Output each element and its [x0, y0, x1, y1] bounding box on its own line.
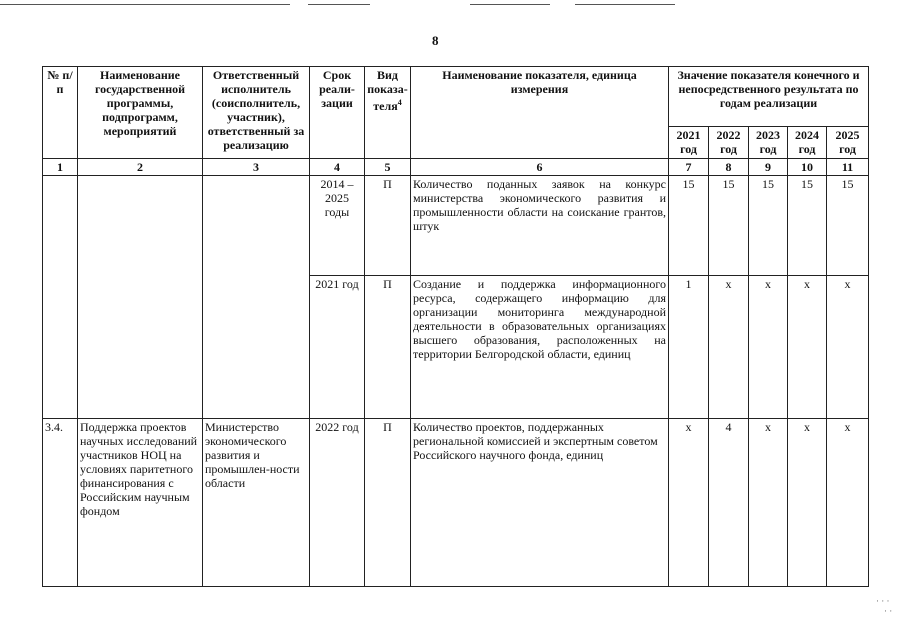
scan-artifact-line	[575, 4, 675, 5]
row-value: 15	[669, 176, 709, 276]
row-value: 15	[788, 176, 827, 276]
row-kind: П	[365, 176, 411, 276]
header-year: 2021 год	[669, 127, 709, 159]
row-indicator: Количество проектов, поддержанных региональной комиссией и экспертным советом Российского научного фонда, единиц	[411, 419, 669, 587]
row-indicator: Количество поданных заявок на конкурс министерства экономического развития и промышленности области на соискание грантов, штук	[411, 176, 669, 276]
header-kind	[365, 67, 411, 159]
row-value: 4	[709, 419, 749, 587]
program-table	[42, 66, 869, 587]
column-number: 6	[411, 159, 669, 176]
scan-speck: · ·	[884, 606, 893, 616]
row-executor	[203, 176, 310, 419]
row-value: х	[749, 419, 788, 587]
header-program-name: Наименование государственной программы, подпрограмм, мероприятий	[78, 67, 203, 159]
row-num: 3.4.	[43, 419, 78, 587]
row-kind: П	[365, 276, 411, 419]
column-number: 9	[749, 159, 788, 176]
row-value: х	[669, 419, 709, 587]
row-value: 15	[709, 176, 749, 276]
header-year: 2023 год	[749, 127, 788, 159]
header-year: 2025 год	[827, 127, 869, 159]
column-number: 5	[365, 159, 411, 176]
column-number: 4	[310, 159, 365, 176]
header-period: Срок реали-зации	[310, 67, 365, 159]
header-values: Значение показателя конечного и непосредственного результата по годам реализации	[669, 67, 869, 127]
row-value: х	[709, 276, 749, 419]
row-value: х	[749, 276, 788, 419]
row-program-name: Поддержка проектов научных исследований участников НОЦ на условиях паритетного финансирования с Российским научным фондом	[78, 419, 203, 587]
row-indicator: Создание и поддержка информационного ресурса, содержащего информацию для организации мониторинга международной деятельности в образовательных организациях высшего образования, расположенных на территории Белгородской области, единиц	[411, 276, 669, 419]
column-number: 3	[203, 159, 310, 176]
row-value: 1	[669, 276, 709, 419]
footnote-mark: 4	[397, 98, 402, 107]
column-number: 7	[669, 159, 709, 176]
scan-speck: · · ·	[876, 596, 890, 606]
scan-artifact-line	[470, 4, 550, 5]
page-number: 8	[432, 33, 439, 48]
table-row	[43, 176, 869, 276]
column-number-row	[43, 159, 869, 176]
header-year: 2022 год	[709, 127, 749, 159]
row-value: х	[788, 419, 827, 587]
row-period: 2022 год	[310, 419, 365, 587]
row-executor: Министерство экономического развития и промышлен-ности области	[203, 419, 310, 587]
header-row	[43, 67, 869, 127]
row-value: 15	[827, 176, 869, 276]
scan-artifact-line	[308, 4, 370, 5]
row-period: 2014 – 2025 годы	[310, 176, 365, 276]
header-indicator: Наименование показателя, единица измерения	[411, 67, 669, 159]
column-number: 10	[788, 159, 827, 176]
row-kind: П	[365, 419, 411, 587]
column-number: 2	[78, 159, 203, 176]
row-period: 2021 год	[310, 276, 365, 419]
table-row	[43, 419, 869, 587]
column-number: 8	[709, 159, 749, 176]
column-number: 1	[43, 159, 78, 176]
row-program-name	[78, 176, 203, 419]
row-value: х	[788, 276, 827, 419]
row-value: х	[827, 419, 869, 587]
row-num	[43, 176, 78, 419]
header-executor: Ответственный исполнитель (соисполнитель, участник), ответственный за реализацию	[203, 67, 310, 159]
column-number: 11	[827, 159, 869, 176]
row-value: х	[827, 276, 869, 419]
row-value: 15	[749, 176, 788, 276]
header-num: № п/п	[43, 67, 78, 159]
scan-artifact-line	[0, 4, 290, 5]
header-year: 2024 год	[788, 127, 827, 159]
header-kind-label: Вид показа-теля	[367, 68, 408, 113]
